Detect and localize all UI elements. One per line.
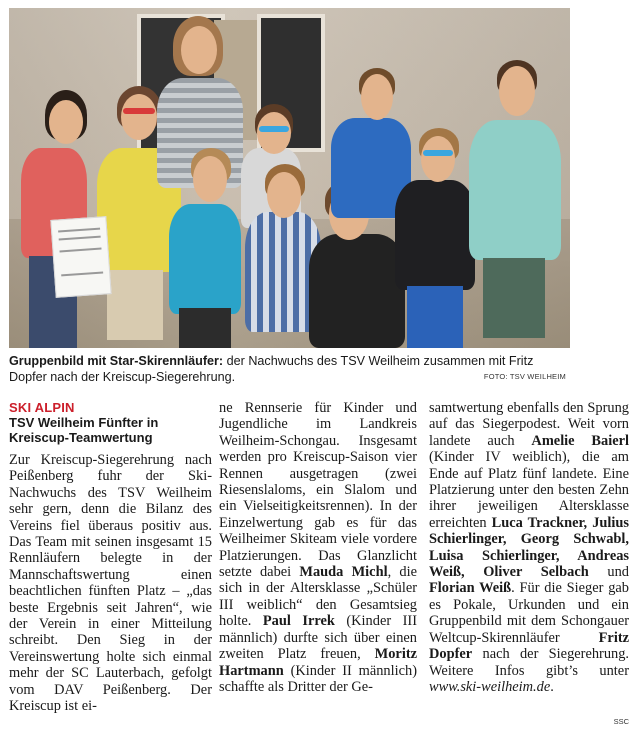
photo-certificate bbox=[50, 216, 111, 298]
group-photo bbox=[9, 8, 570, 348]
athlete-name: Paul Irrek bbox=[262, 613, 335, 630]
text-run: , die sich in der Altersklasse „Schüler III weiblich“ den Gesamtsieg holte. bbox=[219, 564, 417, 630]
text-run: (Kinder III männlich) durfte sich über einen zweiten Platz freuen, bbox=[219, 613, 417, 663]
article-paragraph bbox=[429, 400, 629, 695]
article-paragraph: Zur Kreiscup-Siegerehrung nach Peißenberg fuhr der Ski-Nachwuchs des TSV Weilheim sehr gern, denn die Bilanz des Vereins fiel überaus positiv aus. Das Team mit seinen insgesamt 15 Rennläufern belegte in der Mannschaftswertung einen beachtlichen fünften Platz – „das beste Ergebnis seit Jahren“, wie der Verein in einer Mitteilung schreibt. Den Sieg in der Vereinswertung holte sich einmal mehr der SC Lauterbach, gefolgt vom DAV Peißenberg. Der Kreiscup ist ei- bbox=[9, 452, 212, 715]
text-run: (Kinder II männlich) schaffte als Dritter der Ge- bbox=[219, 662, 417, 695]
star-athlete-name: Fritz Dopfer bbox=[429, 629, 629, 663]
article-paragraph bbox=[219, 400, 417, 695]
article-headline: TSV Weilheim Fünfter in Kreiscup-Teamwertung bbox=[9, 415, 159, 445]
athlete-name: Mauda Michl bbox=[299, 564, 388, 581]
athlete-name: Moritz Hartmann bbox=[219, 646, 417, 679]
caption-lead: Gruppenbild mit Star-Skirennläufer: bbox=[9, 354, 224, 368]
text-run: . bbox=[550, 678, 554, 695]
text-run: . Für die Sieger gab es Pokale, Urkunden und ein Gruppenbild mit dem Schongauer Weltcup-Skirennläufer bbox=[429, 580, 629, 646]
text-run: (Kinder IV weiblich), die am Ende auf Platz fünf landete. Eine Platzierung unter den besten Zehn ihrer jeweiligen Altersklasse erreichten bbox=[429, 449, 629, 531]
photo-credit: FOTO: TSV WEILHEIM bbox=[483, 372, 566, 381]
text-run: ne Rennserie für Kinder und Jugendliche im Landkreis Weilheim-Schongau. Insgesamt werden pro Kreiscup-Saison vier Rennen ausgetragen (zwei Riesenslaloms, ein Slalom und ein Vielseitigkeitsrennen). In der Einzelwertung gab es für das Weilheimer Skiteam viele vordere Platzierungen. Das Glanzlicht setzte dabei bbox=[219, 400, 417, 581]
text-run: samtwertung ebenfalls den Sprung auf das Siegerpodest. Weit vorn landete auch bbox=[429, 400, 629, 449]
article-column-2 bbox=[219, 400, 417, 695]
website-link[interactable]: www.ski-weilheim.de bbox=[429, 678, 551, 695]
athlete-name: Amelie Baierl bbox=[531, 432, 629, 449]
text-run: und bbox=[588, 564, 630, 581]
athlete-name: Florian Weiß bbox=[429, 580, 512, 597]
athlete-names-list: Luca Trackner, Julius Schierlinger, Georg Schwabl, Luisa Schierlinger, Andreas Weiß, Oliver Selbach bbox=[429, 514, 629, 581]
text-run: nach der Siegerehrung. Weitere Infos gibt’s unter bbox=[429, 646, 629, 679]
article-column-1 bbox=[9, 452, 212, 715]
article-kicker: SKI ALPIN bbox=[9, 400, 75, 415]
article-column-3 bbox=[429, 400, 629, 695]
caption-text: der Nachwuchs des TSV Weilheim zusammen mit Fritz Dopfer nach der Kreiscup-Siegerehrung. bbox=[9, 354, 534, 384]
author-signature: SSC bbox=[613, 717, 629, 726]
